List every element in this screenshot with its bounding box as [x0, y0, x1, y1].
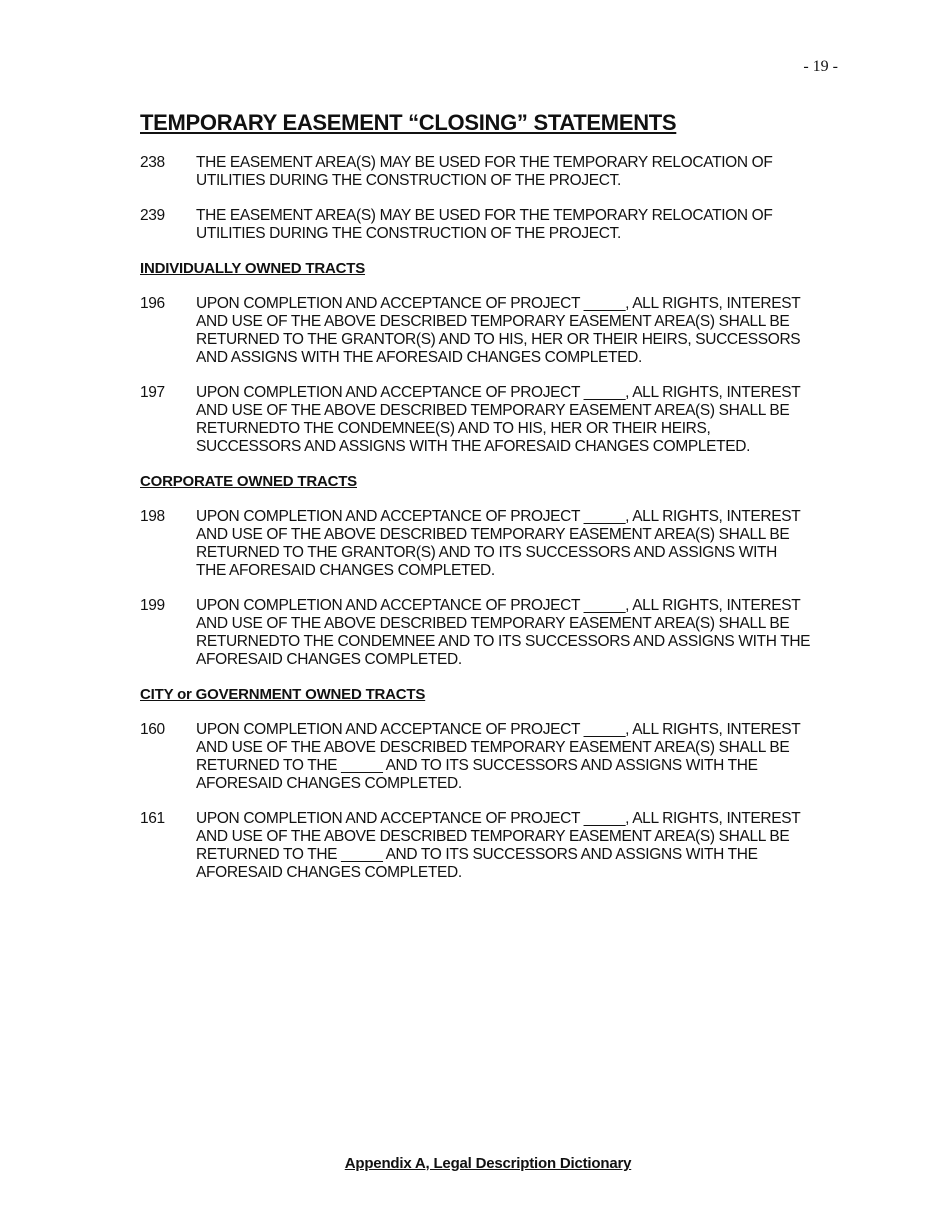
statement-line: RETURNED TO THE GRANTOR(S) AND TO ITS SUCCESSORS AND ASSIGNS WITH: [196, 544, 777, 561]
statement-number: 199: [140, 597, 165, 614]
statement-text: [196, 207, 772, 243]
statement-text: [196, 154, 772, 190]
statement-number: 160: [140, 721, 165, 738]
statement-line: THE EASEMENT AREA(S) MAY BE USED FOR THE TEMPORARY RELOCATION OF: [196, 154, 773, 171]
statement-item: [140, 384, 860, 456]
page-number: - 19 -: [803, 58, 838, 75]
page-title: TEMPORARY EASEMENT “CLOSING” STATEMENTS: [140, 110, 677, 135]
statement-line: RETURNEDTO THE CONDEMNEE AND TO ITS SUCCESSORS AND ASSIGNS WITH THE: [196, 633, 811, 650]
statement-line: UPON COMPLETION AND ACCEPTANCE OF PROJECT _____, ALL RIGHTS, INTEREST: [196, 597, 801, 614]
statement-text: [196, 721, 800, 793]
statement-line: UPON COMPLETION AND ACCEPTANCE OF PROJECT _____, ALL RIGHTS, INTEREST: [196, 810, 801, 827]
statement-line: AND USE OF THE ABOVE DESCRIBED TEMPORARY EASEMENT AREA(S) SHALL BE: [196, 828, 790, 845]
statement-line: UPON COMPLETION AND ACCEPTANCE OF PROJECT _____, ALL RIGHTS, INTEREST: [196, 721, 801, 738]
statement-line: AND USE OF THE ABOVE DESCRIBED TEMPORARY EASEMENT AREA(S) SHALL BE: [196, 615, 790, 632]
statement-number: 239: [140, 207, 165, 224]
statement-line: AND USE OF THE ABOVE DESCRIBED TEMPORARY EASEMENT AREA(S) SHALL BE: [196, 313, 790, 330]
statement-line: RETURNED TO THE _____ AND TO ITS SUCCESSORS AND ASSIGNS WITH THE: [196, 846, 758, 863]
statement-item: [140, 810, 860, 882]
statement-line: THE EASEMENT AREA(S) MAY BE USED FOR THE TEMPORARY RELOCATION OF: [196, 207, 773, 224]
statement-line: RETURNED TO THE _____ AND TO ITS SUCCESSORS AND ASSIGNS WITH THE: [196, 757, 758, 774]
statement-text: [196, 810, 800, 882]
statement-line: AND USE OF THE ABOVE DESCRIBED TEMPORARY EASEMENT AREA(S) SHALL BE: [196, 402, 790, 419]
statement-text: [196, 597, 810, 669]
statement-line: RETURNEDTO THE CONDEMNEE(S) AND TO HIS, HER OR THEIR HEIRS,: [196, 420, 711, 437]
statement-line: AFORESAID CHANGES COMPLETED.: [196, 651, 462, 668]
statement-number: 197: [140, 384, 165, 401]
statement-item: [140, 154, 860, 190]
statement-item: [140, 207, 860, 243]
statement-line: AND USE OF THE ABOVE DESCRIBED TEMPORARY EASEMENT AREA(S) SHALL BE: [196, 526, 790, 543]
statement-item: [140, 721, 860, 793]
statement-item: [140, 295, 860, 367]
document-body: [140, 154, 860, 899]
statement-line: THE AFORESAID CHANGES COMPLETED.: [196, 562, 495, 579]
section-heading: INDIVIDUALLY OWNED TRACTS: [140, 260, 366, 277]
statement-line: UTILITIES DURING THE CONSTRUCTION OF THE PROJECT.: [196, 225, 621, 242]
statement-text: [196, 508, 800, 580]
statement-line: UPON COMPLETION AND ACCEPTANCE OF PROJECT _____, ALL RIGHTS, INTEREST: [196, 384, 801, 401]
statement-line: UPON COMPLETION AND ACCEPTANCE OF PROJECT _____, ALL RIGHTS, INTEREST: [196, 295, 801, 312]
statement-item: [140, 597, 860, 669]
statement-text: [196, 295, 800, 367]
page-footer: Appendix A, Legal Description Dictionary: [344, 1155, 632, 1172]
statement-line: AND USE OF THE ABOVE DESCRIBED TEMPORARY EASEMENT AREA(S) SHALL BE: [196, 739, 790, 756]
statement-line: AND ASSIGNS WITH THE AFORESAID CHANGES COMPLETED.: [196, 349, 642, 366]
statement-line: AFORESAID CHANGES COMPLETED.: [196, 775, 462, 792]
statement-item: [140, 508, 860, 580]
statement-line: UTILITIES DURING THE CONSTRUCTION OF THE PROJECT.: [196, 172, 621, 189]
section-heading: CITY or GOVERNMENT OWNED TRACTS: [140, 686, 426, 703]
statement-number: 196: [140, 295, 165, 312]
statement-line: RETURNED TO THE GRANTOR(S) AND TO HIS, HER OR THEIR HEIRS, SUCCESSORS: [196, 331, 801, 348]
statement-line: SUCCESSORS AND ASSIGNS WITH THE AFORESAID CHANGES COMPLETED.: [196, 438, 751, 455]
section-heading: CORPORATE OWNED TRACTS: [140, 473, 357, 490]
statement-number: 198: [140, 508, 165, 525]
statement-line: AFORESAID CHANGES COMPLETED.: [196, 864, 462, 881]
statement-number: 238: [140, 154, 165, 171]
statement-line: UPON COMPLETION AND ACCEPTANCE OF PROJECT _____, ALL RIGHTS, INTEREST: [196, 508, 801, 525]
statement-number: 161: [140, 810, 165, 827]
statement-text: [196, 384, 800, 456]
